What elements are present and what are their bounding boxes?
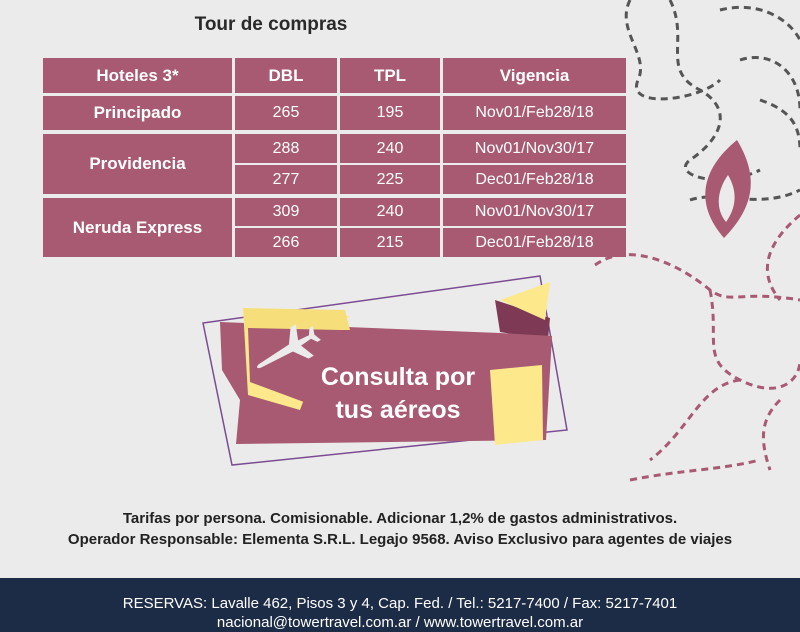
- footer-address: RESERVAS: Lavalle 462, Pisos 3 y 4, Cap. Fed. / Tel.: 5217-7400 / Fax: 5217-7401: [122, 595, 678, 612]
- banner-line-1: Consulta por: [320, 363, 476, 391]
- terms-notes: [0, 508, 800, 550]
- hotel-name: Neruda Express: [43, 198, 232, 257]
- dbl-price: 277: [235, 165, 337, 194]
- tpl-price: 215: [340, 228, 440, 257]
- vigencia-date: Nov01/Nov30/17: [443, 134, 626, 163]
- footer-contact-bar: [0, 578, 800, 632]
- dbl-price: 265: [235, 96, 337, 130]
- hotel-name: Principado: [43, 96, 232, 130]
- tpl-price: 225: [340, 165, 440, 194]
- header-hoteles: Hoteles 3*: [43, 58, 232, 93]
- notes-line-2: Operador Responsable: Elementa S.R.L. Legajo 9568. Aviso Exclusivo para agentes de viajes: [67, 531, 733, 548]
- tpl-price: 240: [340, 134, 440, 163]
- tpl-price: 240: [340, 198, 440, 226]
- page-title: Tour de compras: [194, 14, 348, 35]
- tpl-price: 195: [340, 96, 440, 130]
- dbl-price: 288: [235, 134, 337, 163]
- hotel-name: Providencia: [43, 134, 232, 194]
- vigencia-date: Dec01/Feb28/18: [443, 228, 626, 257]
- banner-line-2: tus aéreos: [335, 396, 461, 424]
- vigencia-date: Nov01/Feb28/18: [443, 96, 626, 130]
- dbl-price: 266: [235, 228, 337, 257]
- vigencia-date: Nov01/Nov30/17: [443, 198, 626, 226]
- notes-line-1: Tarifas por persona. Comisionable. Adicionar 1,2% de gastos administrativos.: [122, 510, 678, 527]
- dbl-price: 309: [235, 198, 337, 226]
- banner-text[interactable]: [306, 361, 490, 427]
- header-tpl: TPL: [340, 58, 440, 93]
- header-dbl: DBL: [235, 58, 337, 93]
- footer-web[interactable]: nacional@towertravel.com.ar / www.towertravel.com.ar: [216, 614, 584, 631]
- vigencia-date: Dec01/Feb28/18: [443, 165, 626, 194]
- header-vigencia: Vigencia: [443, 58, 626, 93]
